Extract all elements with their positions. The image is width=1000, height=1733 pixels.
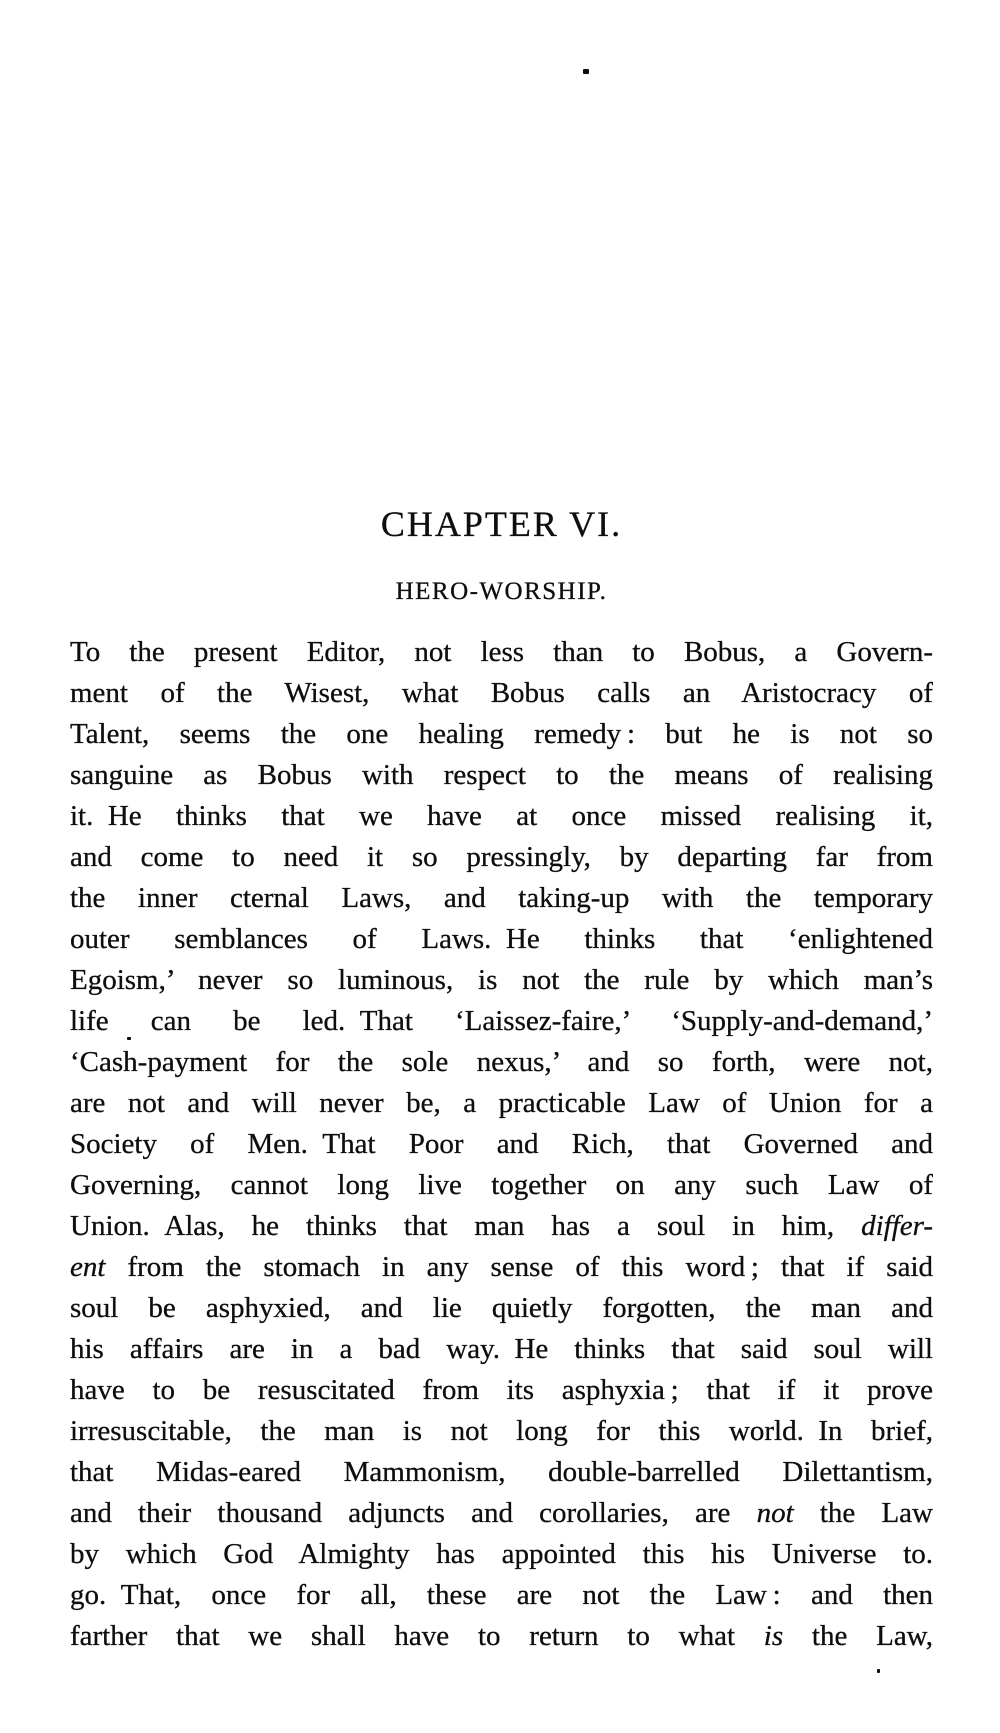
text-run: that Midas-eared Mammonism, double-barrelled Dilettantism, — [70, 1456, 933, 1488]
text-run: the inner cternal Laws, and taking-up with the temporary — [70, 882, 933, 914]
italic-text-run: ent — [70, 1251, 106, 1283]
body-line — [70, 1534, 933, 1575]
body-line — [70, 1165, 933, 1206]
italic-text-run: is — [763, 1620, 784, 1652]
body-line — [70, 1124, 933, 1165]
body-line — [70, 1575, 933, 1616]
text-run: have to be resuscitated from its asphyxia ; that if it prove — [70, 1374, 933, 1406]
text-run: life can be led. That ‘Laissez-faire,’ ‘Supply-and-demand,’ — [70, 1005, 933, 1037]
text-run: Egoism,’ never so luminous, is not the rule by which man’s — [70, 964, 933, 996]
text-run: irresuscitable, the man is not long for this world. In brief, — [70, 1415, 933, 1447]
ink-speck — [877, 1669, 880, 1673]
body-line — [70, 1042, 933, 1083]
body-line — [70, 673, 933, 714]
body-line — [70, 1247, 933, 1288]
body-paragraph — [70, 632, 933, 1657]
text-run: his affairs are in a bad way. He thinks that said soul will — [70, 1333, 933, 1365]
text-run: To the present Editor, not less than to Bobus, a Govern- — [70, 636, 933, 668]
text-run: Society of Men. That Poor and Rich, that Governed and — [70, 1128, 933, 1160]
text-run: Union. Alas, he thinks that man has a soul in him, — [70, 1210, 862, 1242]
text-run: are not and will never be, a practicable Law of Union for a — [70, 1087, 933, 1119]
chapter-heading: CHAPTER VI. — [380, 504, 623, 544]
text-run: Governing, cannot long live together on any such Law of — [70, 1169, 933, 1201]
body-line — [70, 1083, 933, 1124]
body-line — [70, 1616, 933, 1657]
text-run: soul be asphyxied, and lie quietly forgotten, the man and — [70, 1292, 933, 1324]
text-run: and their thousand adjuncts and corollaries, are — [70, 1497, 757, 1529]
body-line — [70, 1452, 933, 1493]
body-line — [70, 1493, 933, 1534]
body-line — [70, 1370, 933, 1411]
text-run: the Law — [793, 1497, 933, 1529]
italic-text-run: differ- — [861, 1210, 933, 1242]
body-line — [70, 755, 933, 796]
body-line — [70, 1001, 933, 1042]
text-run: from the stomach in any sense of this word ; that if said — [105, 1251, 933, 1283]
text-run: sanguine as Bobus with respect to the means of realising — [70, 759, 933, 791]
body-line — [70, 1288, 933, 1329]
body-line — [70, 714, 933, 755]
text-run: and come to need it so pressingly, by departing far from — [70, 841, 933, 873]
body-line — [70, 1206, 933, 1247]
text-run: go. That, once for all, these are not the Law : and then — [70, 1579, 933, 1611]
text-run: farther that we shall have to return to what — [70, 1620, 764, 1652]
text-run: ment of the Wisest, what Bobus calls an Aristocracy of — [70, 677, 933, 709]
body-line — [70, 837, 933, 878]
text-run: by which God Almighty has appointed this his Universe to. — [70, 1538, 933, 1570]
body-line — [70, 878, 933, 919]
body-line — [70, 960, 933, 1001]
body-line — [70, 796, 933, 837]
text-run: ‘Cash-payment for the sole nexus,’ and so forth, were not, — [70, 1046, 933, 1078]
body-line — [70, 632, 933, 673]
text-run: outer semblances of Laws. He thinks that ‘enlightened — [70, 923, 933, 955]
body-line — [70, 1329, 933, 1370]
text-run: Talent, seems the one healing remedy : but he is not so — [70, 718, 933, 750]
body-line — [70, 919, 933, 960]
text-run: the Law, — [783, 1620, 933, 1652]
ink-speck — [583, 69, 589, 74]
italic-text-run: not — [756, 1497, 794, 1529]
chapter-subtitle: HERO-WORSHIP. — [395, 578, 608, 605]
text-run: it. He thinks that we have at once missed realising it, — [70, 800, 933, 832]
body-line — [70, 1411, 933, 1452]
